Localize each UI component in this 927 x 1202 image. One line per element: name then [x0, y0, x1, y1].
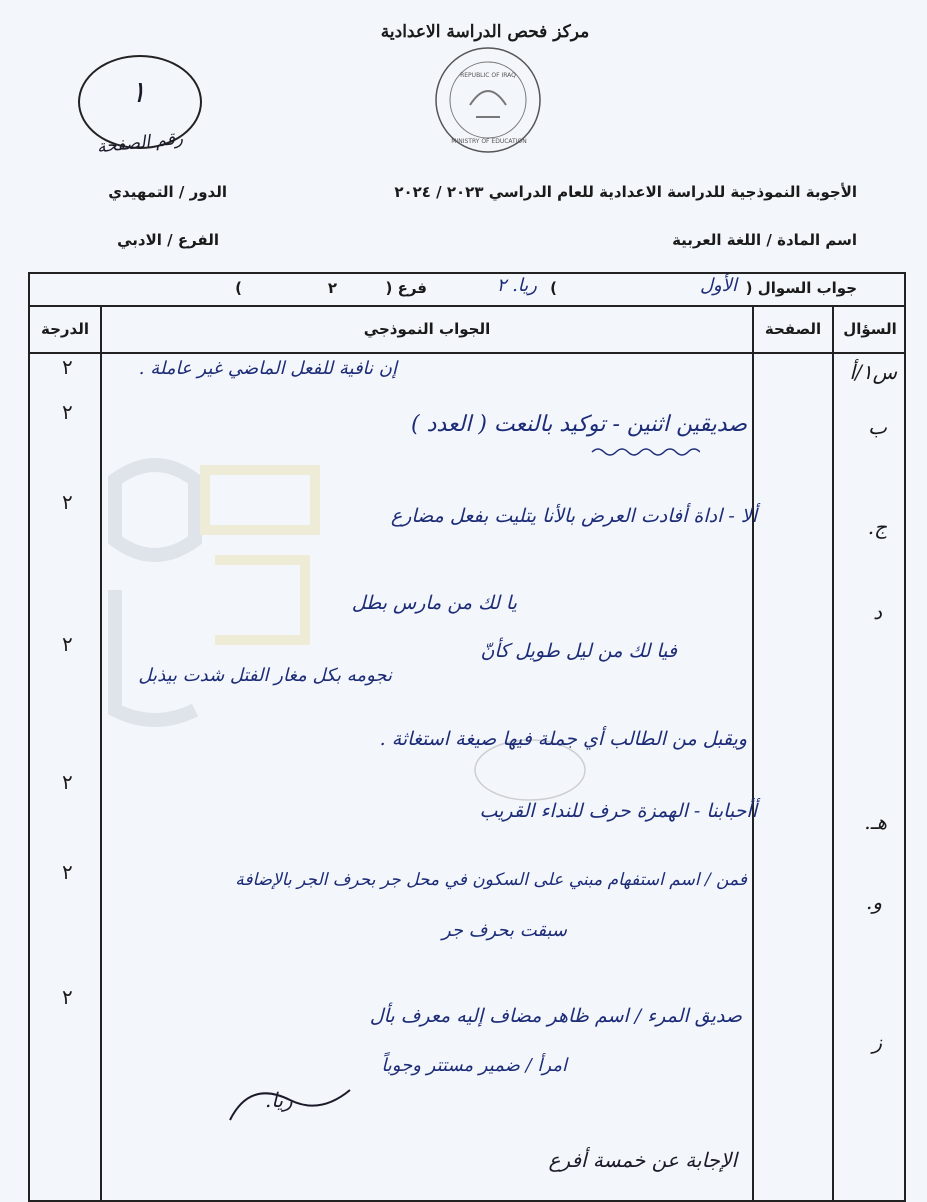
- seal-inner-bottom: MINISTRY OF EDUCATION: [451, 138, 527, 145]
- column-header-page: الصفحة: [764, 320, 822, 338]
- grade-value: ٢: [62, 632, 73, 656]
- question-initials: ريا. ٢: [496, 275, 537, 296]
- table-column-divider: [752, 305, 754, 1202]
- question-label: ز: [872, 1030, 882, 1054]
- answer-text: يا لك من مارس بطل: [351, 592, 517, 614]
- grade-value: ٢: [62, 985, 73, 1009]
- column-header-grade: الدرجة: [41, 320, 89, 338]
- grade-value: ٢: [62, 400, 73, 424]
- closing-note: الإجابة عن خمسة أفرع: [548, 1148, 737, 1172]
- question-name: الأول: [699, 275, 737, 296]
- question-label: و.: [865, 890, 882, 914]
- grade-value: ٢: [62, 490, 73, 514]
- underline-mark: [590, 445, 700, 459]
- question-line-suffix: ): [235, 279, 242, 297]
- answer-text: سبقت بحرف جر: [441, 920, 567, 941]
- subject-name: اسم المادة / اللغة العربية: [672, 231, 857, 249]
- column-header-question: السؤال: [843, 320, 897, 338]
- page-number: ١: [129, 75, 147, 110]
- grade-value: ٢: [62, 860, 73, 884]
- column-header-answer: الجواب النموذجي: [363, 320, 491, 338]
- question-label: س١/أ: [849, 360, 897, 384]
- question-label: ب: [868, 415, 887, 439]
- seal-inner-top: REPUBLIC OF IRAQ: [460, 72, 516, 79]
- answer-text: امرأ / ضمير مستتر وجوباً: [381, 1055, 567, 1076]
- grade-value: ٢: [62, 770, 73, 794]
- table-divider: [28, 352, 906, 354]
- answer-text: صديق المرء / اسم ظاهر مضاف إليه معرف بأل: [369, 1005, 742, 1027]
- branch-prefix: فرع (: [385, 279, 427, 297]
- answer-text: إن نافية للفعل الماضي غير عاملة .: [138, 358, 397, 379]
- grade-value: ٢: [62, 355, 73, 379]
- answer-text: ويقبل من الطالب أي جملة فيها صيغة استغاثة .: [379, 728, 747, 750]
- table-column-divider: [832, 305, 834, 1202]
- table-divider: [28, 305, 906, 307]
- question-label: ج.: [867, 515, 887, 539]
- answer-text: فمن / اسم استفهام مبني على السكون في محل جر بحرف الجر بالإضافة: [235, 870, 747, 890]
- question-label: هـ.: [864, 810, 887, 834]
- document-title: الأجوبة النموذجية للدراسة الاعدادية للعام الدراسي ٢٠٢٣ / ٢٠٢٤: [394, 183, 857, 201]
- answer-text: نجومه بكل مغار الفتل شدت بيذبل: [138, 665, 392, 686]
- signature-text: ريا.: [265, 1088, 293, 1112]
- answer-text: صديقين اثنين - توكيد بالنعت ( العدد ): [411, 412, 747, 437]
- page-number-label: رقم الصفحة: [95, 128, 184, 158]
- branch-value: ٢: [327, 279, 337, 297]
- answer-text: ألا - اداة أفادت العرض بالأنا يتليت بفعل مضارع: [390, 505, 757, 527]
- question-label: د: [873, 600, 882, 624]
- watermark-logo-icon: [95, 440, 335, 740]
- question-line-middle: ): [550, 279, 557, 297]
- answer-text: أأحبابنا - الهمزة حرف للنداء القريب: [479, 800, 757, 822]
- branch-name: الفرع / الادبي: [117, 231, 219, 249]
- exam-session: الدور / التمهيدي: [108, 183, 227, 201]
- seal-arc-text: مركز فحص الدراسة الاعدادية: [380, 22, 590, 42]
- answer-text: فيا لك من ليل طويل كأنّ: [480, 640, 677, 662]
- question-line-prefix: جواب السوال (: [745, 279, 857, 297]
